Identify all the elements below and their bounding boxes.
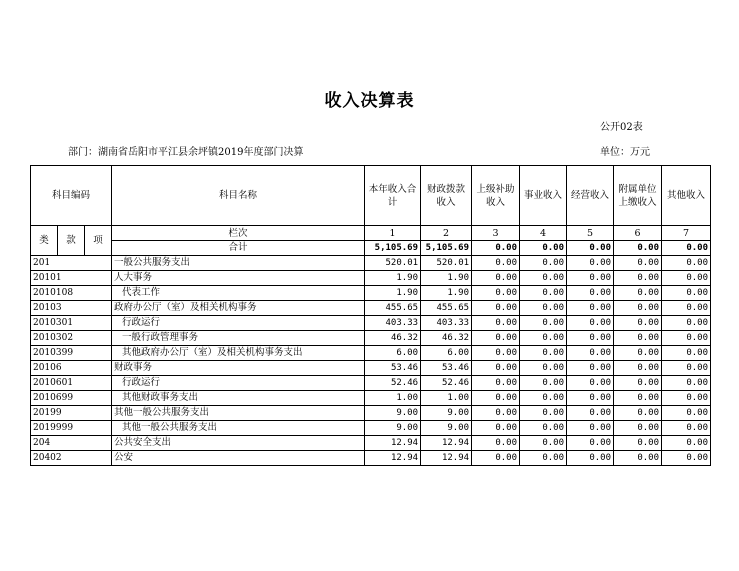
table-row: [31, 376, 711, 391]
lanci-label: 栏次: [112, 226, 365, 241]
amount-cell: 0.00: [520, 406, 567, 421]
amount-cell: 0.00: [520, 451, 567, 466]
amount-cell: 46.32: [421, 331, 472, 346]
amount-cell: 0.00: [520, 331, 567, 346]
amount-cell: 455.65: [421, 301, 472, 316]
subject-name: 其他一般公共服务支出: [112, 406, 365, 421]
income-table: [30, 165, 711, 466]
table-row: [31, 301, 711, 316]
amount-cell: 1.00: [421, 391, 472, 406]
amount-cell: 0.00: [472, 271, 520, 286]
subject-name: 一般行政管理事务: [112, 331, 365, 346]
amount-cell: 1.90: [421, 286, 472, 301]
subject-name: 其他财政事务支出: [112, 391, 365, 406]
col-number: 6: [614, 226, 662, 241]
amount-cell: 0.00: [472, 421, 520, 436]
amount-cell: 0.00: [614, 286, 662, 301]
amount-cell: 0.00: [520, 436, 567, 451]
subject-name: 财政事务: [112, 361, 365, 376]
amount-cell: 0.00: [567, 286, 614, 301]
amount-cell: 9.00: [421, 421, 472, 436]
subject-code: 20106: [31, 361, 112, 376]
subject-code: 2010301: [31, 316, 112, 331]
amount-cell: 0.00: [567, 316, 614, 331]
amount-cell: 0.00: [614, 346, 662, 361]
total-label: 合计: [112, 241, 365, 256]
form-number: 公开02表: [600, 122, 643, 133]
amount-cell: 0.00: [662, 271, 711, 286]
amount-cell: 0.00: [614, 451, 662, 466]
amount-cell: 53.46: [365, 361, 421, 376]
amount-cell: 0.00: [567, 331, 614, 346]
lei-header: 类: [31, 226, 58, 256]
amount-cell: 0.00: [472, 391, 520, 406]
department-label: 部门：湖南省岳阳市平江县余坪镇2019年度部门决算: [68, 147, 304, 158]
col-header: 事业收入: [520, 166, 567, 226]
amount-cell: 0.00: [567, 391, 614, 406]
amount-cell: 0.00: [614, 271, 662, 286]
table-row: [31, 331, 711, 346]
total-value: 0.00: [567, 241, 614, 256]
subject-code: 2010699: [31, 391, 112, 406]
amount-cell: 6.00: [421, 346, 472, 361]
amount-cell: 0.00: [662, 286, 711, 301]
subject-name: 公共安全支出: [112, 436, 365, 451]
amount-cell: 0.00: [662, 451, 711, 466]
col-header: 上级补助收入: [472, 166, 520, 226]
amount-cell: 12.94: [421, 436, 472, 451]
table-row: [31, 436, 711, 451]
amount-cell: 0.00: [520, 376, 567, 391]
amount-cell: 0.00: [662, 436, 711, 451]
amount-cell: 0.00: [662, 301, 711, 316]
amount-cell: 0.00: [567, 361, 614, 376]
subject-name: 其他一般公共服务支出: [112, 421, 365, 436]
amount-cell: 0.00: [472, 256, 520, 271]
amount-cell: 0.00: [662, 346, 711, 361]
subject-code: 2010108: [31, 286, 112, 301]
table-row: [31, 406, 711, 421]
table-row: [31, 451, 711, 466]
amount-cell: 0.00: [614, 376, 662, 391]
subject-name: 人大事务: [112, 271, 365, 286]
amount-cell: 0.00: [662, 391, 711, 406]
amount-cell: 0.00: [520, 286, 567, 301]
amount-cell: 520.01: [365, 256, 421, 271]
amount-cell: 9.00: [421, 406, 472, 421]
amount-cell: 52.46: [365, 376, 421, 391]
amount-cell: 0.00: [520, 346, 567, 361]
amount-cell: 0.00: [614, 436, 662, 451]
amount-cell: 12.94: [421, 451, 472, 466]
col-number: 1: [365, 226, 421, 241]
header-row: [31, 166, 711, 226]
amount-cell: 0.00: [567, 436, 614, 451]
amount-cell: 0.00: [662, 316, 711, 331]
total-value: 5,105.69: [365, 241, 421, 256]
amount-cell: 0.00: [614, 361, 662, 376]
amount-cell: 0.00: [472, 406, 520, 421]
report-title: 收入决算表: [324, 91, 415, 111]
col-header: 其他收入: [662, 166, 711, 226]
amount-cell: 46.32: [365, 331, 421, 346]
total-value: 0.00: [614, 241, 662, 256]
table-row: [31, 286, 711, 301]
total-row: [31, 241, 711, 256]
amount-cell: 403.33: [421, 316, 472, 331]
subject-code: 204: [31, 436, 112, 451]
col-header: 附属单位上缴收入: [614, 166, 662, 226]
unit-label: 单位：万元: [600, 147, 650, 158]
amount-cell: 52.46: [421, 376, 472, 391]
amount-cell: 0.00: [614, 331, 662, 346]
col-number: 3: [472, 226, 520, 241]
kuan-header: 款: [58, 226, 85, 256]
amount-cell: 0.00: [472, 436, 520, 451]
amount-cell: 0.00: [472, 346, 520, 361]
name-header: 科目名称: [112, 166, 365, 226]
col-number: 7: [662, 226, 711, 241]
subject-name: 政府办公厅（室）及相关机构事务: [112, 301, 365, 316]
amount-cell: 0.00: [662, 376, 711, 391]
amount-cell: 0.00: [520, 421, 567, 436]
amount-cell: 0.00: [662, 421, 711, 436]
subject-name: 公安: [112, 451, 365, 466]
amount-cell: 0.00: [662, 406, 711, 421]
amount-cell: 0.00: [472, 331, 520, 346]
amount-cell: 0.00: [520, 391, 567, 406]
subject-name: 行政运行: [112, 376, 365, 391]
amount-cell: 1.90: [365, 271, 421, 286]
amount-cell: 0.00: [614, 391, 662, 406]
amount-cell: 0.00: [520, 316, 567, 331]
col-header: 经营收入: [567, 166, 614, 226]
subject-name: 行政运行: [112, 316, 365, 331]
amount-cell: 0.00: [614, 406, 662, 421]
amount-cell: 9.00: [365, 421, 421, 436]
table-row: [31, 316, 711, 331]
col-number: 2: [421, 226, 472, 241]
amount-cell: 0.00: [520, 271, 567, 286]
amount-cell: 0.00: [520, 256, 567, 271]
amount-cell: 0.00: [567, 256, 614, 271]
amount-cell: 9.00: [365, 406, 421, 421]
subject-code: 2010302: [31, 331, 112, 346]
amount-cell: 53.46: [421, 361, 472, 376]
col-header: 本年收入合计: [365, 166, 421, 226]
amount-cell: 0.00: [662, 361, 711, 376]
amount-cell: 6.00: [365, 346, 421, 361]
subject-code: 20199: [31, 406, 112, 421]
amount-cell: 0.00: [472, 286, 520, 301]
amount-cell: 0.00: [662, 256, 711, 271]
amount-cell: 0.00: [567, 451, 614, 466]
amount-cell: 0.00: [614, 421, 662, 436]
lanci-row: [31, 226, 711, 241]
table-row: [31, 346, 711, 361]
amount-cell: 0.00: [472, 301, 520, 316]
subject-code: 2010399: [31, 346, 112, 361]
subject-code: 201: [31, 256, 112, 271]
code-header: 科目编码: [31, 166, 112, 226]
amount-cell: 0.00: [520, 361, 567, 376]
amount-cell: 12.94: [365, 436, 421, 451]
amount-cell: 1.00: [365, 391, 421, 406]
amount-cell: 455.65: [365, 301, 421, 316]
total-value: 0.00: [520, 241, 567, 256]
col-number: 5: [567, 226, 614, 241]
amount-cell: 0.00: [567, 301, 614, 316]
amount-cell: 403.33: [365, 316, 421, 331]
table-row: [31, 391, 711, 406]
subject-code: 20402: [31, 451, 112, 466]
subject-code: 2010601: [31, 376, 112, 391]
amount-cell: 0.00: [567, 421, 614, 436]
amount-cell: 0.00: [614, 256, 662, 271]
total-value: 5,105.69: [421, 241, 472, 256]
amount-cell: 0.00: [520, 301, 567, 316]
total-value: 0.00: [472, 241, 520, 256]
amount-cell: 1.90: [421, 271, 472, 286]
subject-code: 2019999: [31, 421, 112, 436]
subject-code: 20101: [31, 271, 112, 286]
amount-cell: 0.00: [472, 451, 520, 466]
amount-cell: 0.00: [662, 331, 711, 346]
amount-cell: 520.01: [421, 256, 472, 271]
subject-code: 20103: [31, 301, 112, 316]
table-row: [31, 256, 711, 271]
amount-cell: 0.00: [567, 406, 614, 421]
amount-cell: 0.00: [472, 316, 520, 331]
amount-cell: 0.00: [614, 301, 662, 316]
col-header: 财政拨款收入: [421, 166, 472, 226]
table-row: [31, 361, 711, 376]
amount-cell: 0.00: [472, 376, 520, 391]
table-row: [31, 421, 711, 436]
subject-name: 其他政府办公厅（室）及相关机构事务支出: [112, 346, 365, 361]
subject-name: 一般公共服务支出: [112, 256, 365, 271]
table-row: [31, 271, 711, 286]
amount-cell: 0.00: [567, 271, 614, 286]
subject-name: 代表工作: [112, 286, 365, 301]
amount-cell: 0.00: [567, 376, 614, 391]
amount-cell: 0.00: [614, 316, 662, 331]
amount-cell: 12.94: [365, 451, 421, 466]
amount-cell: 0.00: [567, 346, 614, 361]
amount-cell: 1.90: [365, 286, 421, 301]
amount-cell: 0.00: [472, 361, 520, 376]
xiang-header: 项: [85, 226, 112, 256]
col-number: 4: [520, 226, 567, 241]
total-value: 0.00: [662, 241, 711, 256]
